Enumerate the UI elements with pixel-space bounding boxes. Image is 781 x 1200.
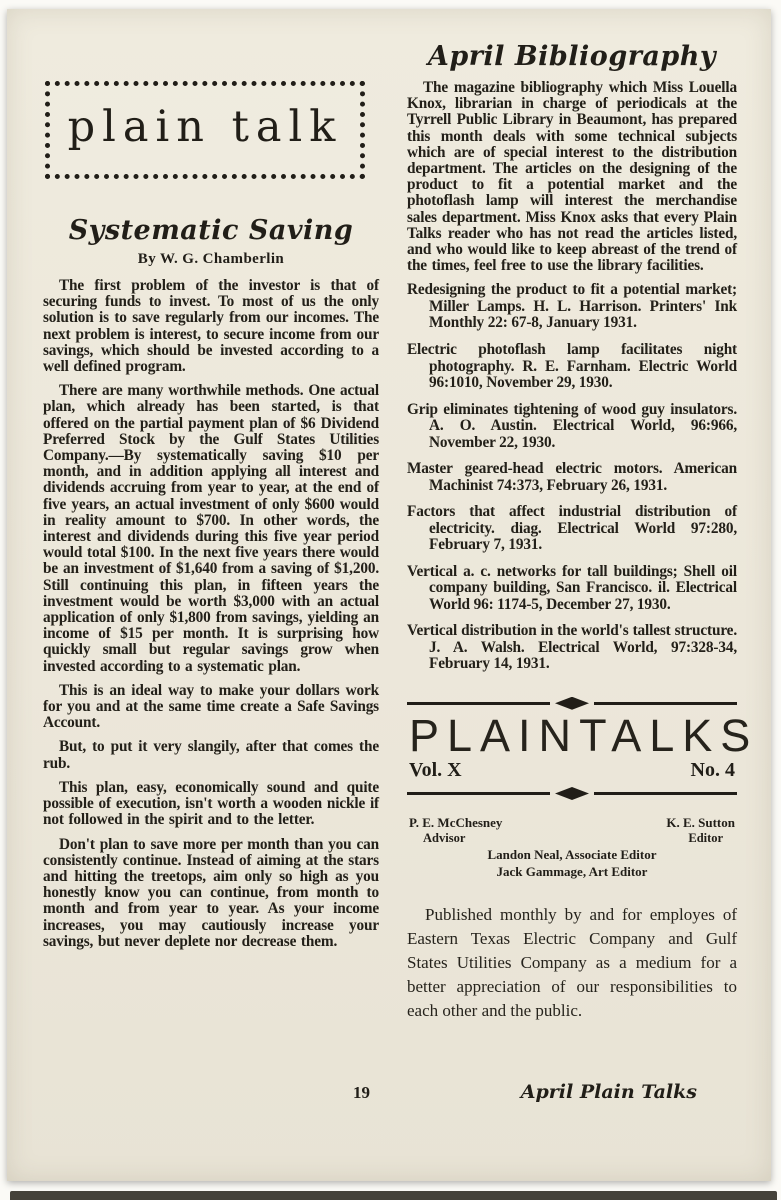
staff-advisor-name: P. E. McChesney xyxy=(409,815,503,830)
diamond-ornament-icon xyxy=(555,697,589,710)
bibliography-entry-6: Vertical a. c. networks for tall buildings; Shell oil company building, San Francisco. il. Electrical World 96: 1174-5, December 27, 1930. xyxy=(407,562,737,613)
masthead-rule-bottom xyxy=(407,787,737,800)
bibliography-entry-1: Redesigning the product to fit a potential market; Miller Lamps. H. L. Harrison. Printers' Ink Monthly 22: 67-8, January 1931. xyxy=(407,281,737,332)
publisher-note: Published monthly by and for employes of Eastern Texas Electric Company and Gulf States Utilities Company as a medium for a better appreciation of our responsibilities to each other and the public. xyxy=(407,904,737,1021)
staff-art-editor: Jack Gammage, Art Editor xyxy=(496,863,648,879)
masthead xyxy=(407,697,759,881)
bibliography-entry-5: Factors that affect industrial distribution of electricity. diag. Electrical World 97:280, February 7, 1931. xyxy=(407,503,737,554)
staff-advisor xyxy=(409,815,502,847)
bibliography-title: April Bibliography xyxy=(427,41,717,72)
staff-associate-editor: Landon Neal, Associate Editor xyxy=(487,846,657,862)
staff-advisor-role: Advisor xyxy=(423,831,466,846)
rule-line xyxy=(407,792,550,795)
issue-number-label: No. 4 xyxy=(690,759,735,781)
page-number: 19 xyxy=(353,1083,370,1102)
scan-bottom-edge xyxy=(10,1191,777,1200)
article-byline: By W. G. Chamberlin xyxy=(137,251,285,267)
page-footer xyxy=(43,1081,737,1107)
article-paragraph-5: This plan, easy, economically sound and quite possible of execution, isn't worth a wooden nickle if not followed in the spirit and to the letter. xyxy=(43,778,379,829)
staff-editor-name: K. E. Sutton xyxy=(666,815,735,830)
article-paragraph-4: But, to put it very slangily, after that comes the rub. xyxy=(43,738,379,772)
right-column xyxy=(407,37,759,1023)
rule-line xyxy=(594,702,737,705)
masthead-title-word-2: TALKS xyxy=(579,709,759,761)
staff-row xyxy=(407,815,737,847)
bibliography-entry-2: Electric photoflash lamp facilitates night photography. R. E. Farnham. Electric World 96:1010, November 29, 1930. xyxy=(407,340,737,392)
bibliography-entry-7: Vertical distribution in the world's tallest structure. J. A. Walsh. Electrical World, 97:328-34, February 14, 1931. xyxy=(407,622,737,673)
masthead-title-word-1: PLAIN xyxy=(409,709,580,761)
bibliography-entry-4: Master geared-head electric motors. American Machinist 74:373, February 26, 1931. xyxy=(407,460,737,494)
masthead-title xyxy=(407,709,759,761)
rule-line xyxy=(594,792,737,795)
left-column xyxy=(43,37,379,1023)
masthead-rule-top xyxy=(407,697,737,710)
footer-journal-title: April Plain Talks xyxy=(520,1081,697,1103)
article-paragraph-1: The first problem of the investor is that of securing funds to invest. To most of us the only solution is to save regularly from our incomes. The next problem is interest, to secure income from our savings, which should be invested according to a well defined program. xyxy=(43,277,379,376)
volume-number-row xyxy=(407,759,737,782)
article-paragraph-3: This is an ideal way to make your dollars work for you and at the same time create a Safe Savings Account. xyxy=(43,681,379,732)
article-title: Systematic Saving xyxy=(68,215,354,246)
bibliography-entry-3: Grip eliminates tightening of wood guy insulators. A. O. Austin. Electrical World, 96:966, November 22, 1930. xyxy=(407,400,737,451)
rule-line xyxy=(407,702,550,705)
page-content xyxy=(43,37,759,1023)
staff-editor xyxy=(666,815,735,847)
volume-label: Vol. X xyxy=(409,759,462,781)
plain-talk-logo-box xyxy=(45,81,365,179)
staff-editor-role: Editor xyxy=(688,831,724,846)
magazine-page xyxy=(7,9,771,1181)
article-paragraph-6: Don't plan to save more per month than you can consistently continue. Instead of aiming at the stars and hitting the treetops, aim only so high as you honestly know you can continue, from month to month and from year to year. As your income increases, you may cautiously increase your savings, but never deplete nor decrease them. xyxy=(43,835,379,950)
plain-talk-logo: plain talk xyxy=(67,102,343,152)
diamond-ornament-icon xyxy=(555,787,589,800)
article-paragraph-2: There are many worthwhile methods. One actual plan, which already has been started, is that offered on the partial payment plan of $6 Dividend Preferred Stock by the Gulf States Utilities Company.—By systematically saving $10 per month, and in addition applying all interest and dividends accruing from year to year, at the end of five years, an actual investment of only $600 would in reality amount to $700. In other words, the interest and dividends during this five year period would total $100. In the next five years there would be an investment of $1,640 from a saving of $1,200. Still continuing this plan, in fifteen years the investment would be worth $3,000 with an actual application of only $1,800 from savings, yielding an income of $15 per month. It is surprising how quickly small but regular savings grow when invested according to a systematic plan. xyxy=(43,382,379,675)
bibliography-intro: The magazine bibliography which Miss Louella Knox, librarian in charge of periodicals at the Tyrrell Public Library in Beaumont, has prepared this month deals with some technical subjects which are of special interest to the distribution department. The articles on the designing of the product to fit a potential market and the photoflash lamp will interest the merchandise sales department. Miss Knox asks that every Plain Talks reader who has not read the articles listed, and who would like to keep abreast of the trend of the times, feel free to use the library facilities. xyxy=(407,79,737,275)
